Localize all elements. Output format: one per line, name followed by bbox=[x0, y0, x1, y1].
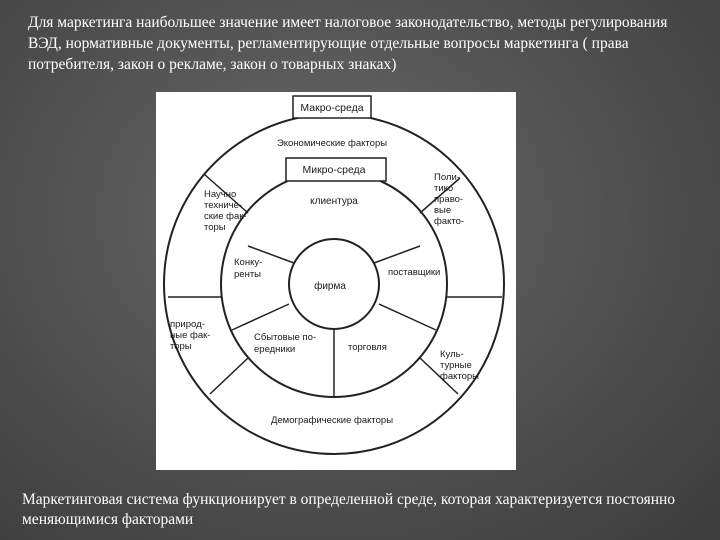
political-factors-label: Поли- тико право- вые факто- bbox=[434, 172, 465, 227]
natural-factors-label: природ- ные фак- торы bbox=[170, 319, 211, 352]
intermediaries-label: Сбытовые по- ередники bbox=[254, 332, 317, 355]
trade-label: торговля bbox=[348, 342, 387, 353]
competitors-label: Конку- ренты bbox=[234, 257, 263, 280]
header-text: Для маркетинга наибольшее значение имеет налоговое законодательство, методы регулирования ВЭД, нормативные документы, регламентирующие отдельные вопросы маркетинга ( права потребителя, закон о рекламе, закон о товарных знаках) bbox=[28, 14, 668, 73]
micro-divider bbox=[374, 246, 420, 263]
macro-label: Макро-среда bbox=[300, 102, 364, 114]
cultural-factors-label: Куль- турные факторы bbox=[440, 349, 480, 382]
economic-factors-label: Экономические факторы bbox=[276, 138, 388, 149]
marketing-environment-diagram bbox=[156, 92, 516, 470]
micro-divider bbox=[232, 304, 289, 330]
footer-text: Маркетинговая система функционирует в определенной среде, которая характеризуется постоянно меняющимися факторами bbox=[22, 491, 676, 528]
scientific-factors-label: Научно техниче- ские фак- торы bbox=[204, 189, 247, 233]
micro-divider bbox=[379, 304, 436, 330]
demographic-factors-label: Демографические факторы bbox=[270, 415, 394, 426]
diagram-svg bbox=[156, 92, 516, 470]
clients-label: клиентура bbox=[310, 196, 358, 207]
suppliers-label: поставщики bbox=[388, 267, 441, 278]
macro-divider bbox=[210, 358, 248, 394]
firm-label: фирма bbox=[314, 281, 346, 292]
micro-label: Микро-среда bbox=[302, 164, 366, 176]
